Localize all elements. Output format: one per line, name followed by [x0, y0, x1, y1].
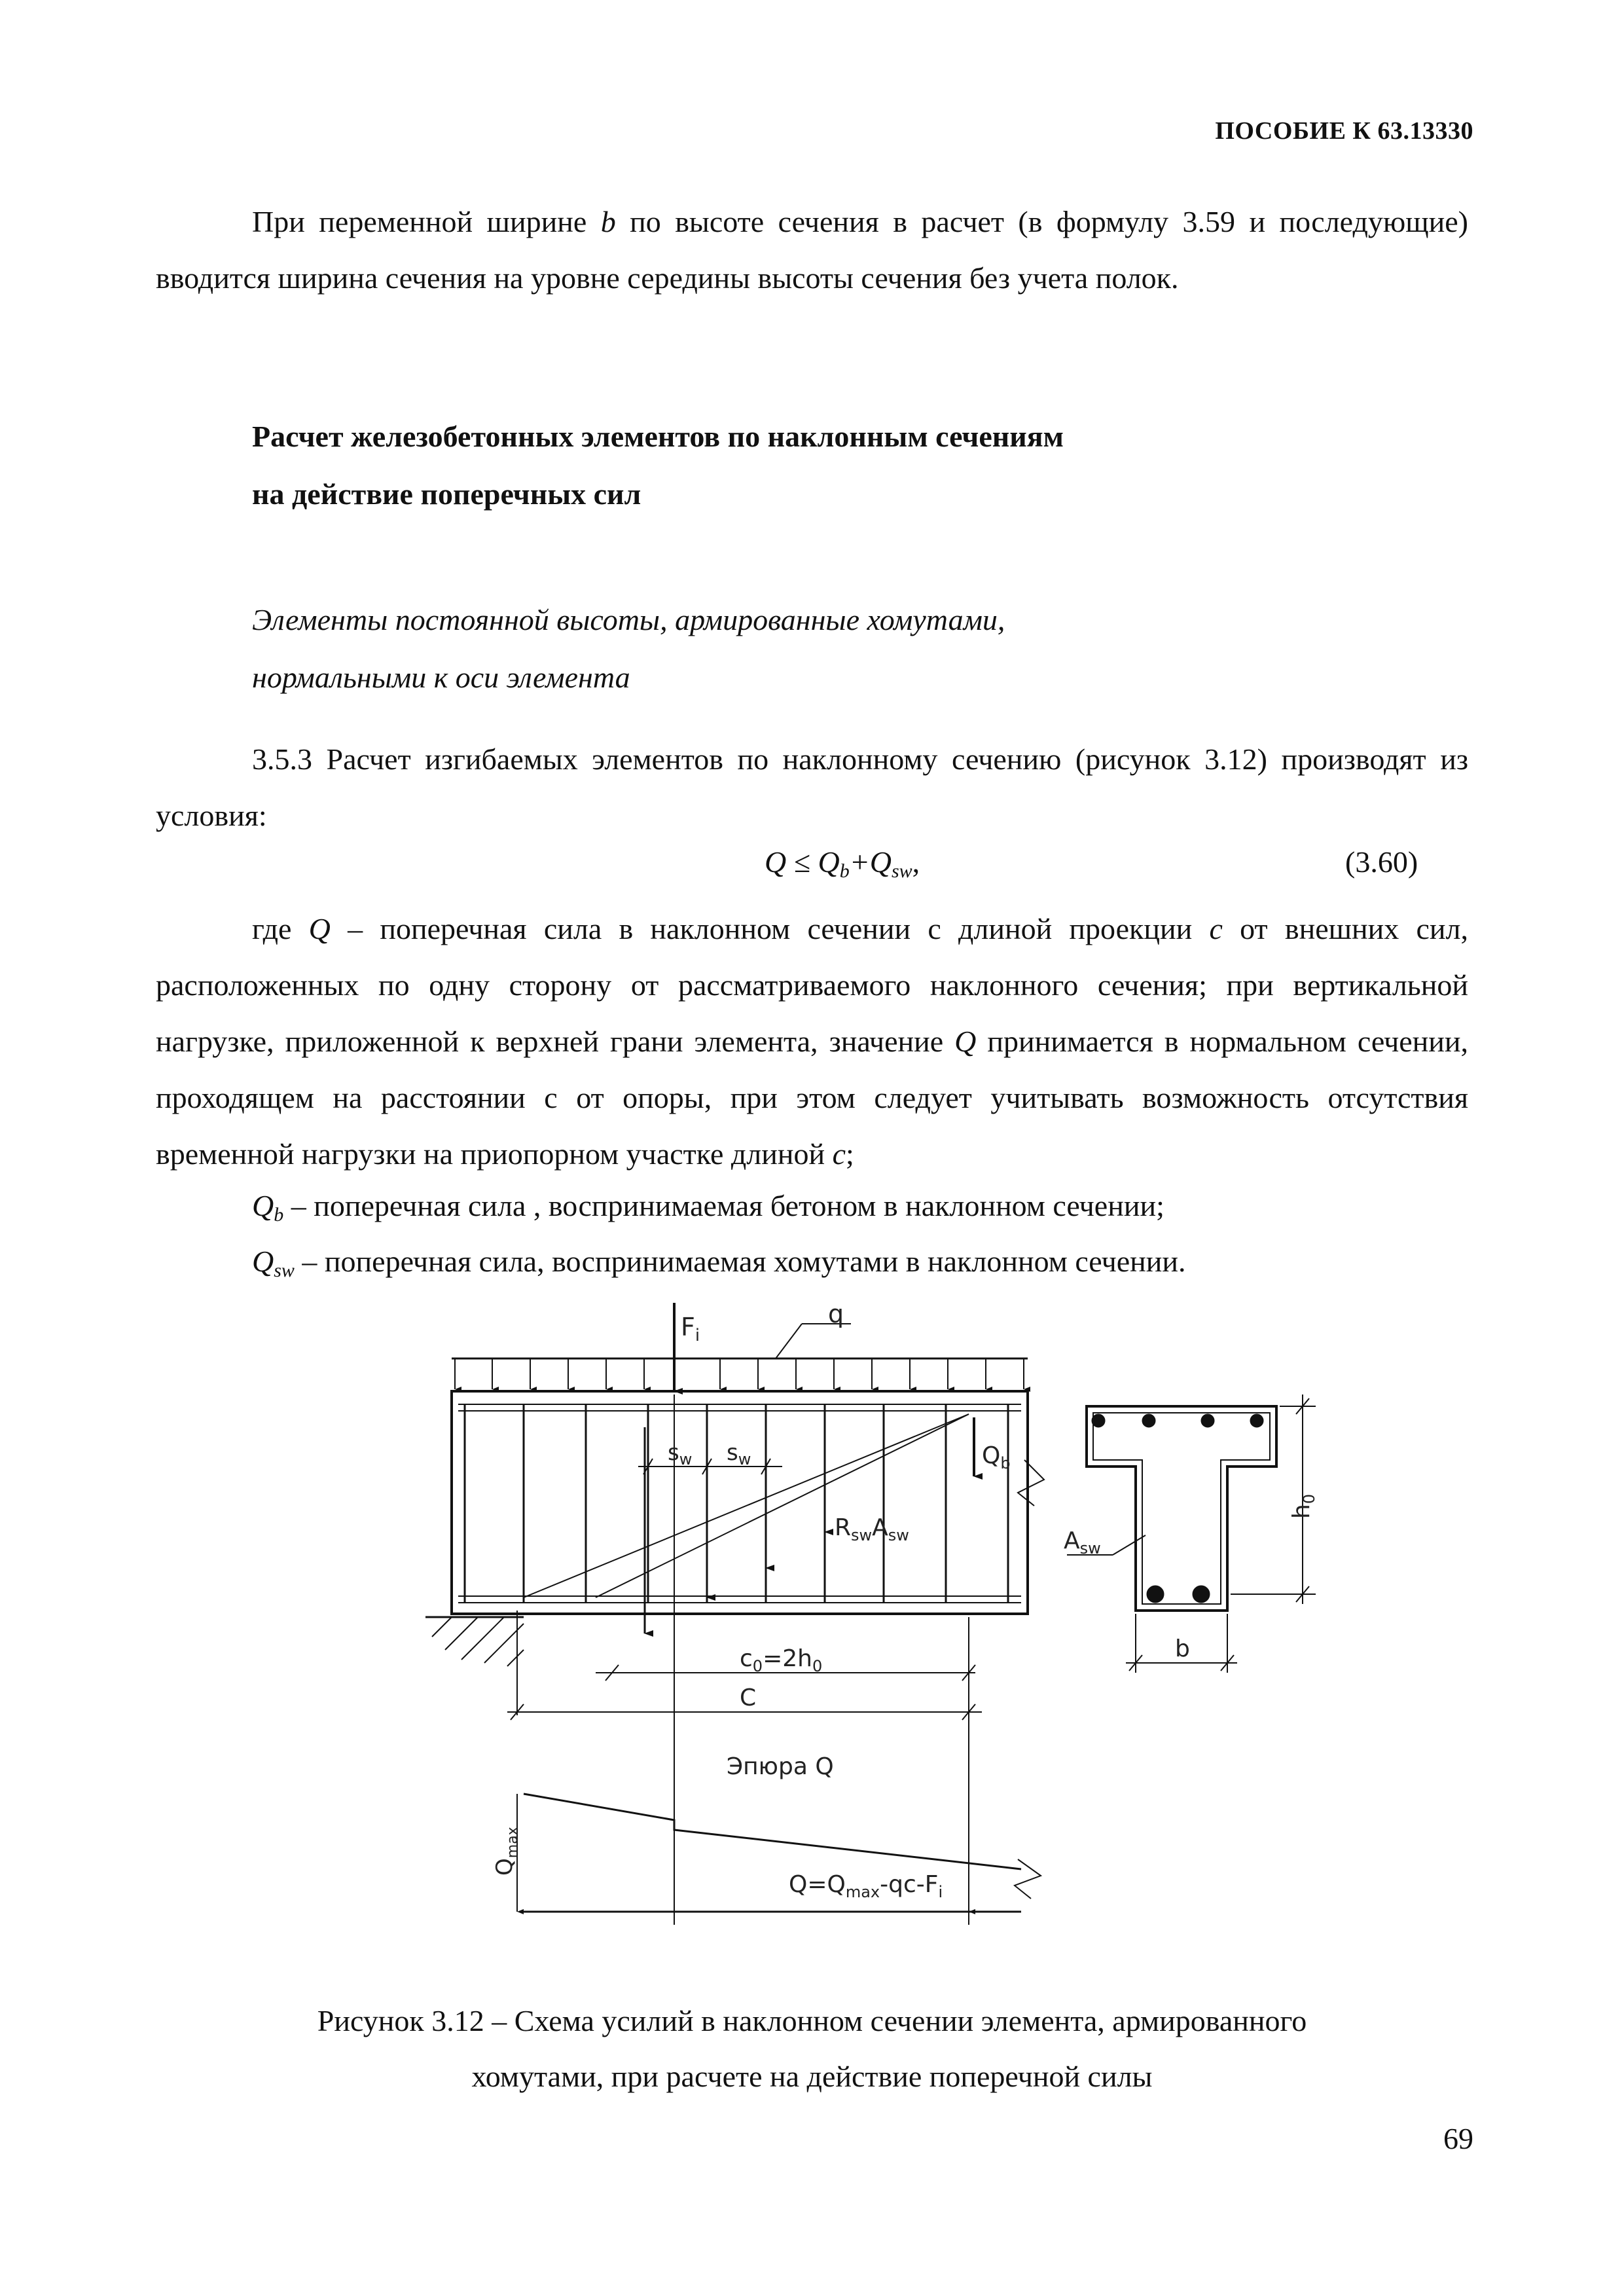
- t-section: [1067, 1394, 1316, 1673]
- def-qb-sub: b: [274, 1204, 284, 1226]
- subsection-title-line2: нормальными к оси элемента: [252, 661, 630, 694]
- distributed-load-arrows: [455, 1358, 1024, 1389]
- formula-sub-b: b: [839, 860, 850, 882]
- svg-text:RswAsw: $R_{sw}A_{sw}$: [835, 1514, 909, 1544]
- where-var-q2: Q: [954, 1025, 977, 1058]
- section-title-line1: Расчет железобетонных элементов по наклонным сечениям: [252, 420, 1064, 453]
- svg-text:C: C: [740, 1685, 757, 1711]
- formula-plus: +Q: [849, 845, 892, 879]
- svg-text:Qmax: $Q_{max}$: [492, 1827, 521, 1876]
- formula-lhs: Q ≤ Q: [765, 845, 840, 879]
- def-qsw-sub: sw: [274, 1260, 295, 1281]
- beam-elevation: [425, 1303, 1044, 1666]
- def-qsw-symbol: Q: [252, 1245, 274, 1278]
- where-var-c: c: [1209, 912, 1223, 945]
- subsection-title-line1: Элементы постоянной высоты, армированные хомутами,: [252, 603, 1005, 636]
- intro-text-pre: При переменной ширине: [252, 205, 601, 238]
- formula-sub-sw: sw: [891, 860, 912, 882]
- svg-text:h0: $h_0$: [1288, 1493, 1318, 1519]
- where-text-1: где: [252, 912, 309, 945]
- formula-tail: ,: [912, 845, 920, 879]
- shear-diagram: [517, 1794, 1041, 1912]
- section-title-line2: на действие поперечных сил: [252, 477, 641, 511]
- intro-var-b: b: [600, 205, 616, 238]
- svg-text:q: q: [828, 1300, 844, 1328]
- intro-text-post: по высоте сечения в расчет (в формулу 3.59 и последующие) вводится ширина сечения на уровне середины высоты сечения без учета полок.: [156, 205, 1469, 295]
- svg-text:Эпюра Q: Эпюра Q: [727, 1753, 834, 1780]
- where-text-5: ;: [846, 1137, 854, 1171]
- document-header: ПОСОБИЕ К 63.13330: [1215, 117, 1473, 145]
- svg-text:Q=Qmax-qc-Fi: $Q=Q_{max}-qc-F_i$: [789, 1871, 943, 1901]
- stirrups: [465, 1404, 1008, 1603]
- svg-text:sw: $s_w$: [727, 1440, 751, 1468]
- def-qb-symbol: Q: [252, 1189, 274, 1222]
- where-var-c2: c: [832, 1137, 846, 1171]
- clause-paragraph: 3.5.3 Расчет изгибаемых элементов по наклонному сечению (рисунок 3.12) производят из условия:: [156, 742, 1468, 832]
- svg-text:b: b: [1175, 1635, 1190, 1662]
- def-qb-text: – поперечная сила , воспринимаемая бетоном в наклонном сечении;: [283, 1189, 1164, 1222]
- where-text-4: принимается в нормальном сечении, проходящем на расстоянии с от опоры, при этом следует учитывать возможность отсутствия временной нагрузки на приопорном участке длиной: [156, 1025, 1468, 1171]
- svg-text:Fi: $F_i$: [681, 1313, 700, 1345]
- formula-number: (3.60): [1345, 845, 1418, 879]
- svg-text:sw: $s_w$: [668, 1440, 693, 1468]
- svg-text:c0=2h0: $c_0=2h_0$: [740, 1645, 823, 1675]
- where-text-2: – поперечная сила в наклонном сечении с длиной проекции: [330, 912, 1210, 945]
- where-text-3: от внешних сил, расположенных по одну сторону от рассматриваемого наклонного сечения; при вертикальной нагрузке, приложенной к верхней грани элемента, значение: [156, 912, 1468, 1058]
- figure-labels: [492, 1300, 1318, 1901]
- where-var-q: Q: [308, 912, 331, 945]
- svg-text:Qb: $Q_b$: [982, 1442, 1011, 1472]
- support-hatch: [432, 1617, 524, 1666]
- figure-caption-line1: Рисунок 3.12 – Схема усилий в наклонном сечении элемента, армированного: [317, 2004, 1307, 2037]
- def-qsw-text: – поперечная сила, воспринимаемая хомутами в наклонном сечении.: [294, 1245, 1186, 1278]
- figure-caption-line2: хомутами, при расчете на действие поперечной силы: [471, 2060, 1153, 2093]
- page-number: 69: [1443, 2122, 1473, 2155]
- svg-text:Asw: $A_{sw}$: [1064, 1527, 1101, 1558]
